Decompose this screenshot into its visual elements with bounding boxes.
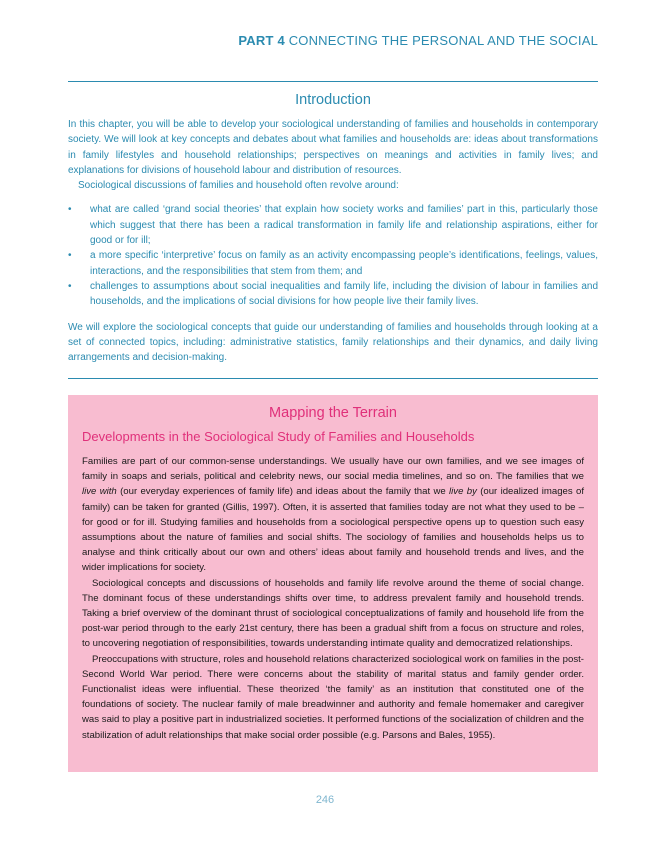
intro-bullet-list [68, 202, 598, 309]
terrain-paragraph-1: Families are part of our common-sense understandings. We usually have our own families, and we see images of family in soaps and serials, political and celebrity news, our social media timelines, and so on. The families that we live with (our everyday experiences of family life) and ideas about the family that we live by (our idealized images of family) can be taken for granted (Gillis, 1997). Often, it is asserted that families today are not what they used to be – for good or for ill. Studying families and households from a sociological perspective opens up to question such easy assumptions about the nature of families and social shifts. The sociology of families and households helps us to analyse and think critically about our own and others’ ideas about family and household trends and lives, and the wider implications for society. [82, 456, 584, 574]
intro-title: Introduction [295, 92, 371, 108]
bullet-icon: • [68, 280, 72, 292]
terrain-subtitle: Developments in the Sociological Study of Families and Households [82, 429, 475, 444]
part-label: PART 4 [238, 33, 285, 48]
terrain-body [82, 454, 584, 743]
bullet-icon: • [68, 250, 72, 262]
page-number: 246 [315, 794, 335, 806]
list-item: • a more specific ‘interpretive’ focus on family as an activity encompassing people’s identifications, feelings, values, interactions, and the responsibilities that stem from them; and [68, 250, 598, 277]
top-divider [68, 81, 598, 82]
intro-paragraph-2: Sociological discussions of families and household often revolve around: [78, 180, 399, 192]
mapping-terrain-box [68, 395, 598, 772]
terrain-paragraph-3: Preoccupations with structure, roles and household relations characterized sociological work on families in the post-Second World War period. There were concerns about the stability of marital status and family gender order. Functionalist ideas were influential. These theorized ‘the family’ as an institution that constituted one of the foundations of society. The nuclear family of male breadwinner and authority and female homemaker and caregiver was said to play a positive part in industrialized societies. It performed functions of the socialization of children and the stabilization of adult relationships that make social order possible (e.g. Parsons and Bales, 1955). [82, 653, 584, 741]
list-item: • what are called ‘grand social theories’ that explain how society works and families’ part in this, particularly those which suggest that there has been a radical transformation in family life and relationship aspirations, either for good or for ill; [68, 204, 598, 247]
emphasis-live-with: live with [82, 486, 117, 498]
intro-paragraph-3: We will explore the sociological concepts that guide our understanding of families and households through looking at a set of connected topics, including: administrative statistics, family relationships and their dynamics, and daily living arrangements and decision-making. [68, 321, 598, 364]
part-title: CONNECTING THE PERSONAL AND THE SOCIAL [288, 33, 598, 48]
bottom-divider [68, 378, 598, 379]
terrain-title: Mapping the Terrain [269, 405, 397, 421]
bullet-icon: • [68, 204, 72, 216]
list-item: • challenges to assumptions about social inequalities and family life, including the division of labour in families and households, and the implications of social divisions for how people live their family lives. [68, 280, 598, 308]
intro-paragraph-1: In this chapter, you will be able to develop your sociological understanding of families and households in contemporary society. We will look at key concepts and debates about what families and households are: ideas about transformations in family lifestyles and household relationships; perspectives on meanings and activities in family lives; and explanations for divisions of household labour and distribution of resources. [68, 119, 598, 176]
running-header [238, 33, 598, 48]
emphasis-live-by: live by [449, 486, 477, 498]
intro-section [68, 117, 598, 365]
terrain-paragraph-2: Sociological concepts and discussions of households and family life revolve around the theme of social change. The dominant focus of these understandings shifts over time, to address prevalent family and household trends. Taking a brief overview of the dominant thrust of sociological conceptualizations of family and household life from the post-war period through to the early 21st century, there has been a gradual shift from a focus on structure and roles, to uncovering negotiation of responsibilities, towards understanding intimate quality and democratized relationships. [82, 577, 584, 650]
